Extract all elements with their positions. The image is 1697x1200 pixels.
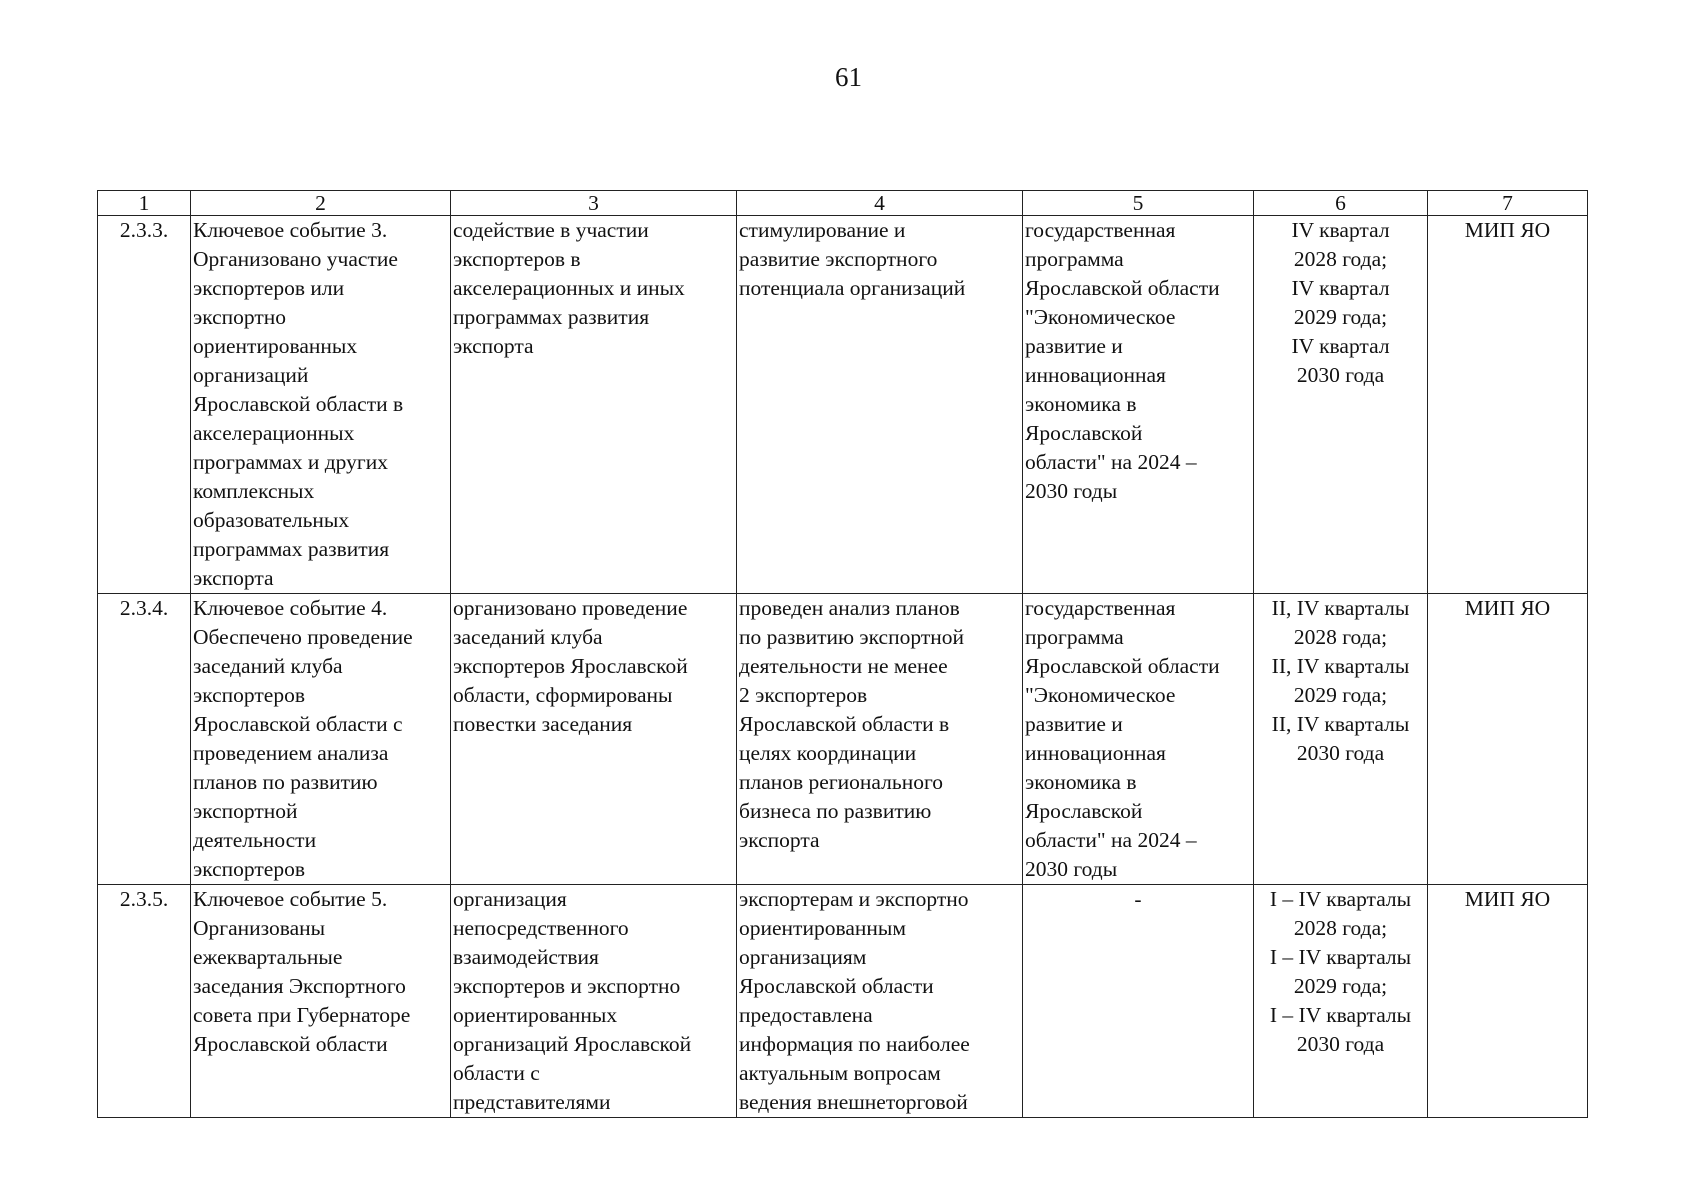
cell-text-line: государственная [1025, 596, 1176, 620]
program-cell [1023, 216, 1254, 594]
cell-text-line: 2028 года; [1293, 247, 1388, 271]
cell-text-line: экспортеров или [193, 276, 345, 300]
cell-text-line: 2029 года; [1293, 305, 1388, 329]
row-number: 2.3.5. [98, 885, 191, 1118]
result-cell [737, 885, 1023, 1118]
cell-text-line: II, IV кварталы [1271, 712, 1410, 736]
cell-text-line: государственная [1025, 218, 1176, 242]
cell-text-line: организовано проведение [453, 596, 688, 620]
cell-text-line: экспортеров и экспортно [453, 974, 681, 998]
cell-text-line: повестки заседания [453, 712, 633, 736]
cell-text-line: деятельности не менее [739, 654, 948, 678]
column-header: 6 [1254, 191, 1428, 216]
cell-text-line: ежеквартальные [193, 945, 343, 969]
cell-text-line: ведения внешнеторговой [739, 1090, 968, 1114]
cell-text-line: экономика в [1025, 392, 1137, 416]
cell-text-line: Ярославской области [1025, 654, 1220, 678]
program-cell [1023, 594, 1254, 885]
cell-text-line: организаций [193, 363, 309, 387]
result-cell [737, 216, 1023, 594]
cell-text-line: II, IV кварталы [1271, 596, 1410, 620]
cell-text-line: Ярославской [1025, 421, 1143, 445]
cell-text-line: заседаний клуба [193, 654, 343, 678]
cell-text-line: планов по развитию [193, 770, 378, 794]
cell-text-line: 2 экспортеров [739, 683, 868, 707]
cell-text-line: актуальным вопросам [739, 1061, 941, 1085]
cell-text-line: программах развития [193, 537, 390, 561]
executor-cell: МИП ЯО [1428, 594, 1588, 885]
cell-text-line: Ярославской области в [193, 392, 404, 416]
content-cell [451, 216, 737, 594]
table-row [98, 216, 1588, 594]
cell-text-line: области" на 2024 – [1025, 450, 1197, 474]
cell-text-line: экспортеров в [453, 247, 581, 271]
cell-text-line: экспортно [193, 305, 287, 329]
cell-text-line: Ключевое событие 3. [193, 218, 388, 242]
cell-text-line: информация по наиболее [739, 1032, 970, 1056]
cell-text-line: по развитию экспортной [739, 625, 964, 649]
cell-text-line: представителями [453, 1090, 611, 1114]
cell-text-line: 2028 года; [1293, 916, 1388, 940]
page-number: 61 [835, 62, 862, 92]
cell-text-line: деятельности [193, 828, 317, 852]
cell-text-line: Ярославской области в [739, 712, 950, 736]
cell-text-line: потенциала организаций [739, 276, 966, 300]
cell-text-line: области" на 2024 – [1025, 828, 1197, 852]
cell-text-line: целях координации [739, 741, 917, 765]
cell-text-line: 2030 годы [1025, 479, 1118, 503]
cell-text-line: образовательных [193, 508, 350, 532]
cell-text-line: проведен анализ планов [739, 596, 960, 620]
cell-text-line: программах и других [193, 450, 388, 474]
column-header: 5 [1023, 191, 1254, 216]
cell-text-line: проведением анализа [193, 741, 389, 765]
cell-text-line: I – IV кварталы [1269, 887, 1412, 911]
cell-text-line: ориентированных [453, 1003, 618, 1027]
cell-text-line: экспортеров [193, 683, 305, 707]
cell-text-line: области, сформированы [453, 683, 673, 707]
cell-text-line: бизнеса по развитию [739, 799, 932, 823]
cell-text-line: программах развития [453, 305, 650, 329]
cell-text-line: Организованы [193, 916, 326, 940]
table-header-row [98, 191, 1588, 216]
cell-text-line: взаимодействия [453, 945, 599, 969]
cell-text-line: Ярославской области [193, 1032, 388, 1056]
cell-text-line: 2029 года; [1293, 683, 1388, 707]
column-header: 2 [191, 191, 451, 216]
executor-cell: МИП ЯО [1428, 216, 1588, 594]
cell-text-line: Ярославской области с [193, 712, 403, 736]
cell-text-line: экспортной [193, 799, 298, 823]
content-cell [451, 885, 737, 1118]
table-row [98, 594, 1588, 885]
plan-table [97, 190, 1588, 1118]
cell-text-line: инновационная [1025, 363, 1166, 387]
cell-text-line: содействие в участии [453, 218, 649, 242]
cell-text-line: развитие и [1025, 334, 1123, 358]
cell-text-line: IV квартал [1291, 334, 1390, 358]
cell-text-line: IV квартал [1291, 218, 1390, 242]
cell-text-line: экспорта [193, 566, 274, 590]
cell-text-line: "Экономическое [1025, 683, 1176, 707]
cell-text-line: ориентированным [739, 916, 906, 940]
cell-text-line: экспортерам и экспортно [739, 887, 969, 911]
cell-text-line: Обеспечено проведение [193, 625, 413, 649]
column-header: 1 [98, 191, 191, 216]
cell-text-line: акселерационных и иных [453, 276, 685, 300]
cell-text-line: инновационная [1025, 741, 1166, 765]
cell-text-line: 2028 года; [1293, 625, 1388, 649]
cell-text-line: - [1134, 887, 1142, 911]
cell-text-line: организациям [739, 945, 867, 969]
event-cell [191, 216, 451, 594]
cell-text-line: развитие экспортного [739, 247, 938, 271]
cell-text-line: ориентированных [193, 334, 358, 358]
cell-text-line: акселерационных [193, 421, 355, 445]
cell-text-line: 2030 года [1296, 741, 1385, 765]
cell-text-line: экспортеров Ярославской [453, 654, 688, 678]
cell-text-line: Ключевое событие 5. [193, 887, 388, 911]
column-header: 3 [451, 191, 737, 216]
cell-text-line: "Экономическое [1025, 305, 1176, 329]
cell-text-line: I – IV кварталы [1269, 1003, 1412, 1027]
cell-text-line: организаций Ярославской [453, 1032, 692, 1056]
event-cell [191, 885, 451, 1118]
cell-text-line: программа [1025, 625, 1124, 649]
cell-text-line: совета при Губернаторе [193, 1003, 411, 1027]
cell-text-line: Организовано участие [193, 247, 398, 271]
column-header: 4 [737, 191, 1023, 216]
cell-text-line: программа [1025, 247, 1124, 271]
program-cell [1023, 885, 1254, 1118]
cell-text-line: планов регионального [739, 770, 943, 794]
row-number: 2.3.4. [98, 594, 191, 885]
cell-text-line: экспорта [739, 828, 820, 852]
period-cell [1254, 594, 1428, 885]
period-cell [1254, 885, 1428, 1118]
cell-text-line: комплексных [193, 479, 315, 503]
cell-text-line: Ярославской области [1025, 276, 1220, 300]
cell-text-line: 2030 года [1296, 363, 1385, 387]
cell-text-line: заседаний клуба [453, 625, 603, 649]
cell-text-line: 2029 года; [1293, 974, 1388, 998]
column-header: 7 [1428, 191, 1588, 216]
cell-text-line: организация [453, 887, 567, 911]
cell-text-line: стимулирование и [739, 218, 906, 242]
event-cell [191, 594, 451, 885]
cell-text-line: Ключевое событие 4. [193, 596, 388, 620]
cell-text-line: заседания Экспортного [193, 974, 406, 998]
period-cell [1254, 216, 1428, 594]
cell-text-line: развитие и [1025, 712, 1123, 736]
cell-text-line: непосредственного [453, 916, 629, 940]
cell-text-line: области с [453, 1061, 540, 1085]
executor-cell: МИП ЯО [1428, 885, 1588, 1118]
result-cell [737, 594, 1023, 885]
content-cell [451, 594, 737, 885]
cell-text-line: I – IV кварталы [1269, 945, 1412, 969]
cell-text-line: экспортеров [193, 857, 305, 881]
cell-text-line: 2030 года [1296, 1032, 1385, 1056]
cell-text-line: предоставлена [739, 1003, 873, 1027]
cell-text-line: Ярославской области [739, 974, 934, 998]
row-number: 2.3.3. [98, 216, 191, 594]
table-row [98, 885, 1588, 1118]
cell-text-line: IV квартал [1291, 276, 1390, 300]
cell-text-line: 2030 годы [1025, 857, 1118, 881]
cell-text-line: II, IV кварталы [1271, 654, 1410, 678]
cell-text-line: экспорта [453, 334, 534, 358]
cell-text-line: Ярославской [1025, 799, 1143, 823]
cell-text-line: экономика в [1025, 770, 1137, 794]
